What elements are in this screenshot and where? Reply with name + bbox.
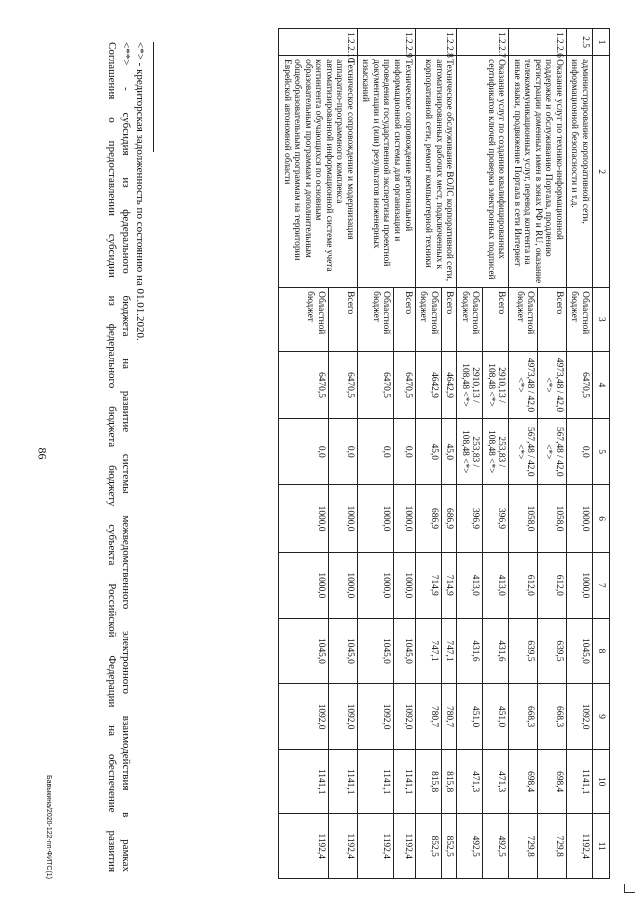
description-cell: Техническое сопровождение региональной информационной системы для организации и проведения государственной экспертизы проектной документации и (или) результатов инженерных изысканий xyxy=(357,56,415,288)
table-row xyxy=(538,29,567,879)
table-row xyxy=(441,29,457,879)
amount-cell: 1192,4 xyxy=(357,814,393,879)
amount-cell: 1092,0 xyxy=(566,684,592,750)
column-header: 8 xyxy=(593,618,610,684)
amount-cell: 729,8 xyxy=(509,814,538,879)
amount-cell: 1000,0 xyxy=(566,485,592,553)
amount-cell: 253,83 / 108,48 <*> xyxy=(483,419,509,485)
column-header: 5 xyxy=(593,419,610,485)
column-header: 9 xyxy=(593,684,610,750)
source-cell: Всего xyxy=(328,288,357,351)
amount-cell: 0,0 xyxy=(328,419,357,485)
amount-cell: 471,3 xyxy=(483,749,509,814)
footnote-3: Соглашения о предоставлении субсидии из федерального бюджета бюджету субъекта Российской Федерации на обеспечение развития xyxy=(105,42,118,872)
table-row xyxy=(394,29,416,879)
source-cell: Всего xyxy=(483,288,509,351)
footnote-1: <*> - кредиторская задолженность по состоянию на 01.01.2020. xyxy=(134,42,146,341)
amount-cell: 1192,4 xyxy=(566,814,592,879)
amount-cell: 1000,0 xyxy=(394,485,416,553)
amount-cell: 6470,5 xyxy=(357,351,393,419)
amount-cell: 1000,0 xyxy=(279,553,328,619)
amount-cell: 1141,1 xyxy=(328,749,357,814)
description-cell: Техническое сопровождение и модернизация аппаратно-программного комплекса автоматизированной информационной системе учета контингента обучающихся по основным образовательным программам и дополнительным общеобразовательным программам на территории Еврейской автономной области xyxy=(279,56,358,288)
amount-cell: 1092,0 xyxy=(394,684,416,750)
column-header: 1 xyxy=(593,29,610,56)
amount-cell: 0,0 xyxy=(394,419,416,485)
amount-cell: 4642,9 xyxy=(415,351,441,419)
amount-cell: 639,5 xyxy=(509,618,538,684)
amount-cell: 612,0 xyxy=(509,553,538,619)
source-cell: Областной бюджет xyxy=(357,288,393,351)
amount-cell: 780,7 xyxy=(415,684,441,750)
description-cell: Техническое обслуживание ВОЛС корпоративной сети, автоматизированных рабочих мест, подключенных к корпоративной сети, ремонт компьютерной техники xyxy=(415,56,457,288)
amount-cell: 1045,0 xyxy=(566,618,592,684)
column-header: 7 xyxy=(593,553,610,619)
amount-cell: 1000,0 xyxy=(357,485,393,553)
amount-cell: 492,5 xyxy=(483,814,509,879)
amount-cell: 1058,0 xyxy=(538,485,567,553)
amount-cell: 2910,13 / 108,48 <*> xyxy=(483,351,509,419)
source-cell: Областной бюджет xyxy=(415,288,441,351)
table-row xyxy=(566,29,592,879)
amount-cell: 0,0 xyxy=(357,419,393,485)
amount-cell: 6470,5 xyxy=(279,351,328,419)
row-id-cell: 2.5 xyxy=(566,29,592,56)
amount-cell: 4973,48 / 42,0 <*> xyxy=(538,351,567,419)
column-header: 10 xyxy=(593,749,610,814)
amount-cell: 612,0 xyxy=(538,553,567,619)
amount-cell: 1092,0 xyxy=(279,684,328,750)
amount-cell: 714,9 xyxy=(441,553,457,619)
table-row xyxy=(328,29,357,879)
amount-cell: 1192,4 xyxy=(328,814,357,879)
amount-cell: 45,0 xyxy=(441,419,457,485)
row-id-cell: 1.2.2.6 xyxy=(509,29,567,56)
description-cell: Оказание услуг по созданию квалифицированных сертификатов ключей проверки электронных подписей xyxy=(457,56,509,288)
amount-cell: 1000,0 xyxy=(328,485,357,553)
footnote-divider xyxy=(153,42,154,152)
amount-cell: 431,6 xyxy=(483,618,509,684)
amount-cell: 6470,5 xyxy=(328,351,357,419)
amount-cell: 451,0 xyxy=(483,684,509,750)
amount-cell: 1000,0 xyxy=(394,553,416,619)
amount-cell: 4642,9 xyxy=(441,351,457,419)
column-header: 2 xyxy=(593,56,610,288)
amount-cell: 1045,0 xyxy=(357,618,393,684)
column-header: 4 xyxy=(593,351,610,419)
amount-cell: 639,5 xyxy=(538,618,567,684)
amount-cell: 1000,0 xyxy=(328,553,357,619)
amount-cell: 0,0 xyxy=(279,419,328,485)
rotated-page-content xyxy=(32,28,610,879)
row-id-cell: 1.2.2.10 xyxy=(279,29,358,56)
amount-cell: 451,0 xyxy=(457,684,483,750)
amount-cell: 2910,13 / 108,48 <*> xyxy=(457,351,483,419)
amount-cell: 471,3 xyxy=(457,749,483,814)
amount-cell: 698,4 xyxy=(509,749,538,814)
table-row xyxy=(483,29,509,879)
amount-cell: 686,9 xyxy=(441,485,457,553)
budget-table xyxy=(278,28,610,879)
source-cell: Областной бюджет xyxy=(457,288,483,351)
amount-cell: 1058,0 xyxy=(509,485,538,553)
source-cell: Областной бюджет xyxy=(509,288,538,351)
amount-cell: 747,1 xyxy=(441,618,457,684)
amount-cell: 698,4 xyxy=(538,749,567,814)
row-id-cell: 1.2.2.7 xyxy=(457,29,509,56)
amount-cell: 1141,1 xyxy=(566,749,592,814)
amount-cell: 567,48 / 42,0 <*> xyxy=(538,419,567,485)
amount-cell: 1141,1 xyxy=(357,749,393,814)
amount-cell: 729,8 xyxy=(538,814,567,879)
amount-cell: 852,5 xyxy=(441,814,457,879)
amount-cell: 6470,5 xyxy=(566,351,592,419)
page-number: 86 xyxy=(35,447,50,460)
amount-cell: 1045,0 xyxy=(279,618,328,684)
column-header: 3 xyxy=(593,288,610,351)
amount-cell: 668,3 xyxy=(509,684,538,750)
amount-cell: 413,0 xyxy=(457,553,483,619)
column-header: 11 xyxy=(593,814,610,879)
amount-cell: 1141,1 xyxy=(394,749,416,814)
amount-cell: 815,8 xyxy=(415,749,441,814)
amount-cell: 4973,48 / 42,0 <*> xyxy=(509,351,538,419)
footnotes xyxy=(105,42,154,872)
row-id-cell: 1.2.2.9 xyxy=(357,29,415,56)
amount-cell: 45,0 xyxy=(415,419,441,485)
amount-cell: 1000,0 xyxy=(357,553,393,619)
row-id-cell: 1.2.2.8 xyxy=(415,29,457,56)
amount-cell: 396,9 xyxy=(457,485,483,553)
amount-cell: 431,6 xyxy=(457,618,483,684)
amount-cell: 567,48 / 42,0 <*> xyxy=(509,419,538,485)
amount-cell: 815,8 xyxy=(441,749,457,814)
amount-cell: 1141,1 xyxy=(279,749,328,814)
corner-crop-mark xyxy=(624,884,635,893)
amount-cell: 1092,0 xyxy=(328,684,357,750)
amount-cell: 1192,4 xyxy=(279,814,328,879)
footnote-2: <**> - субсидия из федерального бюджета на развитие системы межведомственного электронного взаимодействия в рамках xyxy=(119,42,132,872)
document-stamp: Бавыкина/2020-122-пп-ФИТС(1) xyxy=(45,775,52,879)
source-cell: Всего xyxy=(538,288,567,351)
amount-cell: 1092,0 xyxy=(357,684,393,750)
table-body xyxy=(279,29,593,879)
amount-cell: 1045,0 xyxy=(394,618,416,684)
source-cell: Областной бюджет xyxy=(566,288,592,351)
amount-cell: 714,9 xyxy=(415,553,441,619)
amount-cell: 492,5 xyxy=(457,814,483,879)
amount-cell: 1192,4 xyxy=(394,814,416,879)
column-header: 6 xyxy=(593,485,610,553)
source-cell: Областной бюджет xyxy=(279,288,328,351)
amount-cell: 253,83 / 108,48 <*> xyxy=(457,419,483,485)
amount-cell: 852,5 xyxy=(415,814,441,879)
amount-cell: 0,0 xyxy=(566,419,592,485)
description-cell: Оказание услуг по технико-информационной поддержке и обслуживанию Портала, продлению регистрации доменных имен в зонах РФ и RU, оказание телекоммуникационных услуг, перевод контента на иные языки, продвижение Портала в сети Интернет xyxy=(509,56,567,288)
amount-cell: 6470,5 xyxy=(394,351,416,419)
amount-cell: 1045,0 xyxy=(328,618,357,684)
amount-cell: 413,0 xyxy=(483,553,509,619)
table-header-row xyxy=(593,29,610,879)
description-cell: администрирование корпоративной сети, информационной безопасности и т.д. xyxy=(566,56,592,288)
amount-cell: 780,7 xyxy=(441,684,457,750)
amount-cell: 1000,0 xyxy=(279,485,328,553)
amount-cell: 1000,0 xyxy=(566,553,592,619)
amount-cell: 686,9 xyxy=(415,485,441,553)
amount-cell: 668,3 xyxy=(538,684,567,750)
amount-cell: 747,1 xyxy=(415,618,441,684)
source-cell: Всего xyxy=(441,288,457,351)
amount-cell: 396,9 xyxy=(483,485,509,553)
source-cell: Всего xyxy=(394,288,416,351)
